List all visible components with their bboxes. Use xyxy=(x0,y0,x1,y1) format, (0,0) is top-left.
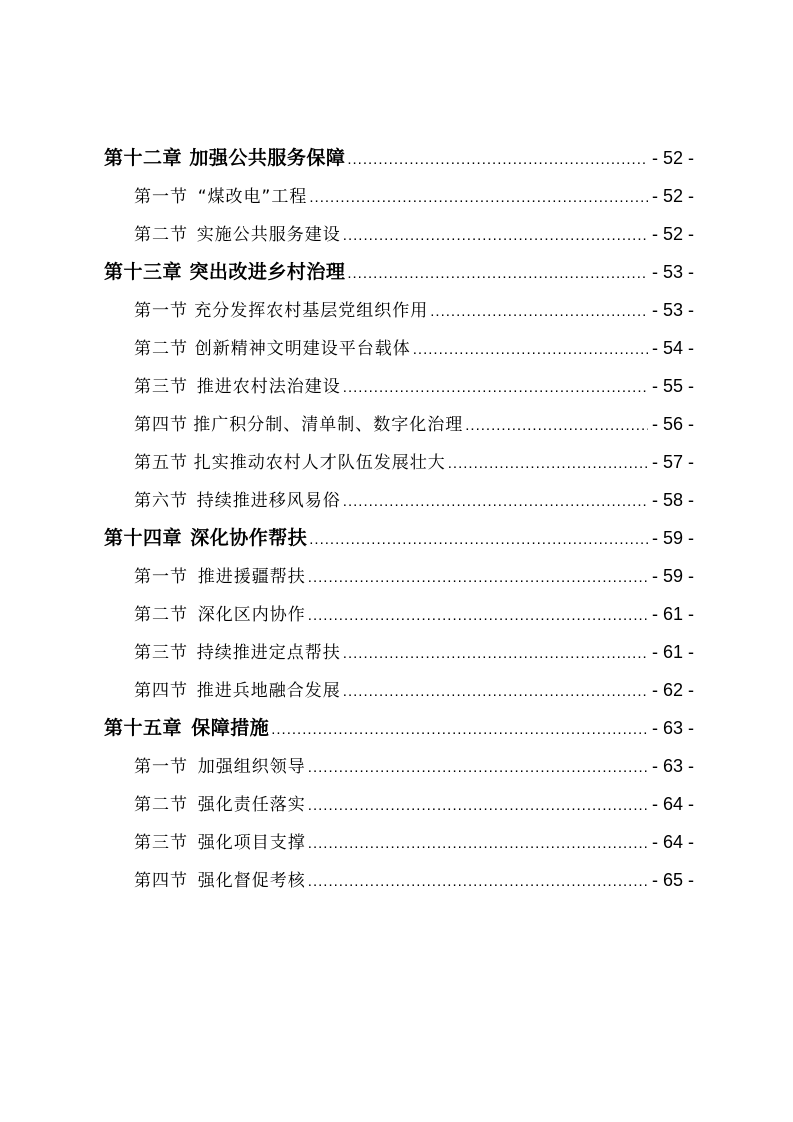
toc-entry-number: 第二节 xyxy=(134,225,188,245)
toc-entry-number: 第六节 xyxy=(134,491,188,511)
toc-section[interactable] xyxy=(104,329,694,367)
toc-page-number: - 64 - xyxy=(651,832,694,852)
toc-entry-title: 深化协作帮扶 xyxy=(190,527,308,549)
toc-section[interactable] xyxy=(104,823,694,861)
toc-entry-title: 深化区内协作 xyxy=(197,605,306,625)
toc-entry-number: 第十三章 xyxy=(104,261,183,283)
toc-entry-title: 持续推进移风易俗 xyxy=(196,491,341,511)
toc-entry-number: 第一节 xyxy=(134,757,188,777)
leader-dots xyxy=(308,597,648,635)
toc-entry-number: 第四节 xyxy=(134,871,188,891)
toc-section[interactable] xyxy=(104,405,694,443)
toc-entry-title: 加强公共服务保障 xyxy=(189,147,346,169)
toc-page-number: - 62 - xyxy=(651,680,694,700)
toc-section[interactable] xyxy=(104,861,694,899)
toc-section[interactable] xyxy=(104,215,694,253)
toc-entry-number: 第三节 xyxy=(134,643,188,663)
toc-entry-number: 第三节 xyxy=(134,833,188,853)
toc-section[interactable] xyxy=(104,177,694,215)
leader-dots xyxy=(271,711,648,749)
toc-chapter-15[interactable] xyxy=(104,709,694,747)
toc-entry-title: 推进援疆帮扶 xyxy=(197,567,306,587)
toc-section[interactable] xyxy=(104,481,694,519)
leader-dots xyxy=(308,825,648,863)
toc-section[interactable] xyxy=(104,443,694,481)
leader-dots xyxy=(343,483,648,521)
toc-entry-number: 第十四章 xyxy=(104,527,183,549)
toc-entry-number: 第一节 xyxy=(134,567,188,587)
leader-dots xyxy=(309,521,648,559)
leader-dots xyxy=(343,217,648,255)
leader-dots xyxy=(343,369,648,407)
toc-page-number: - 63 - xyxy=(651,718,694,738)
toc-chapter-13[interactable] xyxy=(104,253,694,291)
toc-entry-number: 第一节 xyxy=(134,301,188,321)
toc-entry-title: 强化责任落实 xyxy=(197,795,306,815)
toc-section[interactable] xyxy=(104,291,694,329)
toc-entry-title: 扎实推动农村人才队伍发展壮大 xyxy=(193,453,446,473)
toc-page-number: - 58 - xyxy=(651,490,694,510)
leader-dots xyxy=(343,635,648,673)
toc-entry-title: 强化督促考核 xyxy=(197,871,306,891)
toc-entry-title: “煤改电”工程 xyxy=(197,187,308,207)
toc-page-number: - 52 - xyxy=(651,148,694,168)
toc-section[interactable] xyxy=(104,595,694,633)
toc-entry-number: 第一节 xyxy=(134,187,188,207)
toc-page-number: - 57 - xyxy=(651,452,694,472)
toc-page-number: - 56 - xyxy=(651,414,694,434)
toc-page-number: - 53 - xyxy=(651,300,694,320)
toc-entry-title: 强化项目支撑 xyxy=(197,833,306,853)
leader-dots xyxy=(343,673,648,711)
leader-dots xyxy=(465,407,648,445)
leader-dots xyxy=(347,141,648,179)
toc-entry-title: 推进农村法治建设 xyxy=(196,377,341,397)
leader-dots xyxy=(430,293,648,331)
toc-entry-number: 第十五章 xyxy=(104,717,183,739)
toc-page-number: - 54 - xyxy=(651,338,694,358)
toc-entry-title: 持续推进定点帮扶 xyxy=(196,643,341,663)
toc-section[interactable] xyxy=(104,747,694,785)
toc-entry-number: 第二节 xyxy=(134,339,188,359)
toc-entry-title: 创新精神文明建设平台载体 xyxy=(194,339,411,359)
leader-dots xyxy=(413,331,648,369)
toc-chapter-14[interactable] xyxy=(104,519,694,557)
toc-section[interactable] xyxy=(104,367,694,405)
leader-dots xyxy=(309,179,648,217)
toc-section[interactable] xyxy=(104,633,694,671)
toc-entry-number: 第二节 xyxy=(134,795,188,815)
toc-page-number: - 59 - xyxy=(651,566,694,586)
toc-entry-number: 第五节 xyxy=(134,453,188,473)
toc-entry-number: 第二节 xyxy=(134,605,188,625)
toc-page-number: - 59 - xyxy=(651,528,694,548)
toc-entry-title: 充分发挥农村基层党组织作用 xyxy=(194,301,429,321)
toc-page-number: - 52 - xyxy=(651,224,694,244)
toc-entry-title: 突出改进乡村治理 xyxy=(189,261,346,283)
leader-dots xyxy=(308,559,648,597)
toc-entry-title: 保障措施 xyxy=(191,717,270,739)
toc-entry-title: 实施公共服务建设 xyxy=(196,225,341,245)
toc-section[interactable] xyxy=(104,671,694,709)
toc-page-number: - 52 - xyxy=(651,186,694,206)
leader-dots xyxy=(308,787,648,825)
toc-page-number: - 64 - xyxy=(651,794,694,814)
toc-entry-number: 第十二章 xyxy=(104,147,183,169)
leader-dots xyxy=(308,749,648,787)
toc-entry-number: 第三节 xyxy=(134,377,188,397)
leader-dots xyxy=(347,255,648,293)
toc-entry-title: 推广积分制、清单制、数字化治理 xyxy=(193,415,464,435)
toc-page-number: - 61 - xyxy=(651,642,694,662)
toc-page-number: - 55 - xyxy=(651,376,694,396)
toc-page-number: - 65 - xyxy=(651,870,694,890)
leader-dots xyxy=(448,445,648,483)
toc-page-number: - 63 - xyxy=(651,756,694,776)
table-of-contents xyxy=(104,139,694,899)
toc-page-number: - 53 - xyxy=(651,262,694,282)
toc-section[interactable] xyxy=(104,785,694,823)
toc-entry-title: 推进兵地融合发展 xyxy=(196,681,341,701)
toc-section[interactable] xyxy=(104,557,694,595)
toc-entry-number: 第四节 xyxy=(134,415,188,435)
leader-dots xyxy=(308,863,648,901)
toc-chapter-12[interactable] xyxy=(104,139,694,177)
toc-entry-title: 加强组织领导 xyxy=(197,757,306,777)
toc-entry-number: 第四节 xyxy=(134,681,188,701)
toc-page-number: - 61 - xyxy=(651,604,694,624)
